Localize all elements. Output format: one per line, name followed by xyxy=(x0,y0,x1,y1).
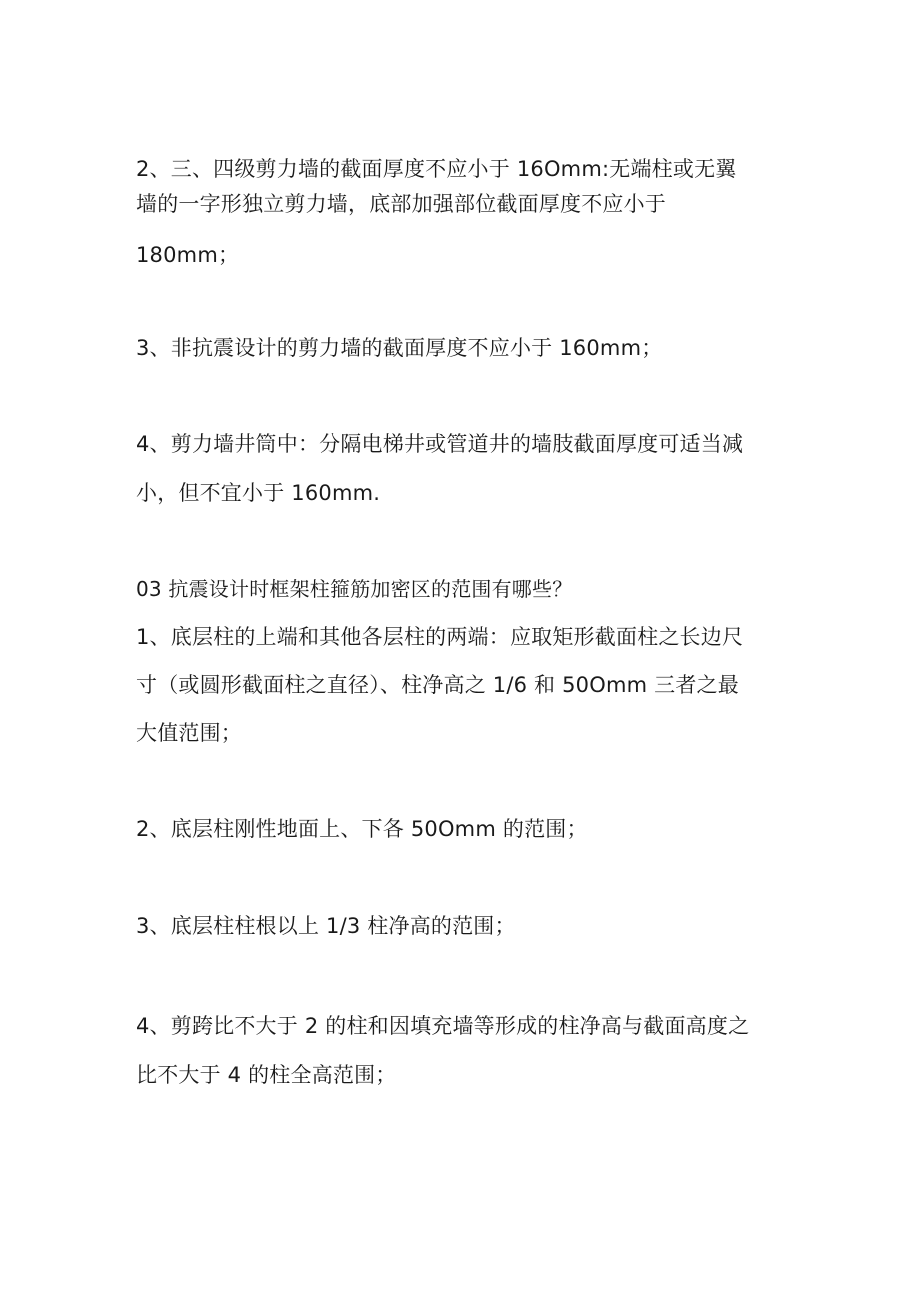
wall-thickness-item-2-line-2: 墙的一字形独立剪力墙，底部加强部位截面厚度不应小于 xyxy=(136,192,666,216)
column-zone-item-4-line-2: 比不大于 4 的柱全高范围； xyxy=(136,1063,397,1087)
column-zone-item-1-line-1: 1、底层柱的上端和其他各层柱的两端：应取矩形截面柱之长边尺 xyxy=(136,625,744,649)
wall-thickness-item-4-line-1: 4、剪力墙井筒中：分隔电梯井或管道井的墙肢截面厚度可适当减 xyxy=(136,432,744,456)
wall-thickness-item-4-line-2: 小，但不宜小于 160mm. xyxy=(136,481,381,505)
column-zone-item-1-line-2: 寸（或圆形截面柱之直径）、柱净高之 1/6 和 50Omm 三者之最 xyxy=(136,673,739,697)
column-zone-item-4-line-1: 4、剪跨比不大于 2 的柱和因填充墙等形成的柱净高与截面高度之 xyxy=(136,1014,750,1038)
wall-thickness-item-3-line-1: 3、非抗震设计的剪力墙的截面厚度不应小于 160mm； xyxy=(136,336,663,360)
wall-thickness-item-2-line-3: 180mm； xyxy=(136,243,240,267)
column-zone-item-1-line-3: 大值范围； xyxy=(136,721,242,745)
section-heading: 03 抗震设计时框架柱箍筋加密区的范围有哪些？ xyxy=(136,577,573,601)
column-zone-item-2-line-1: 2、底层柱刚性地面上、下各 50Omm 的范围； xyxy=(136,817,588,841)
column-zone-item-3-line-1: 3、底层柱柱根以上 1/3 柱净高的范围； xyxy=(136,914,516,938)
wall-thickness-item-2-line-1: 2、三、四级剪力墙的截面厚度不应小于 16Omm:无端柱或无翼 xyxy=(136,157,737,181)
